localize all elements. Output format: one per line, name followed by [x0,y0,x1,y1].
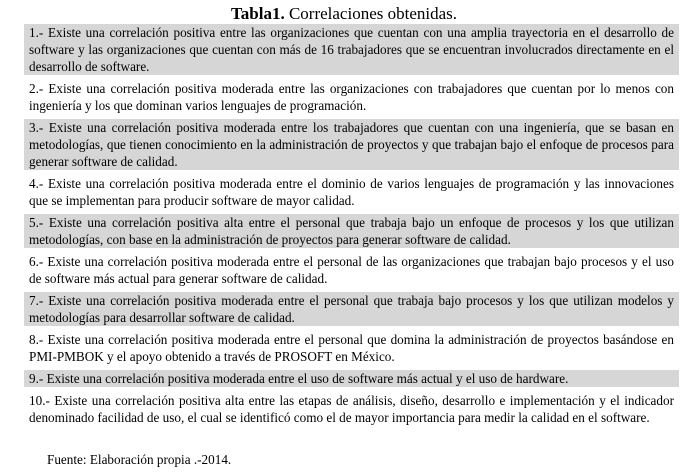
table-title-label: Tabla1. [230,4,285,23]
correlation-row-4: 4.- Existe una correlación positiva moderada entre el dominio de varios lenguajes de programación y las innovaciones que se implementan para producir software de mayor calidad. [24,175,679,209]
correlation-row-2: 2.- Existe una correlación positiva moderada entre las organizaciones con trabajadores que cuentan por lo menos con ingeniería y los que dominan varios lenguajes de programación. [24,80,679,114]
correlation-row-6: 6.- Existe una correlación positiva moderada entre el personal de las organizaciones que trabajan bajo procesos y el uso de software más actual para generar software de calidad. [24,253,679,287]
table-title [0,4,688,24]
correlation-row-10: 10.- Existe una correlación positiva alta entre las etapas de análisis, diseño, desarrollo e implementación y el indicador denominado facilidad de uso, el cual se identificó como el de mayor importancia para medir la calidad en el software. [24,392,679,426]
correlation-row-3: 3.- Existe una correlación positiva moderada entre los trabajadores que cuentan con una ingeniería, que se basan en metodologías, que tienen conocimiento en la administración de proyectos y que trabajan bajo el enfoque de procesos para generar software de calidad. [24,119,679,170]
correlation-row-5: 5.- Existe una correlación positiva alta entre el personal que trabaja bajo un enfoque de procesos y los que utilizan metodologías, con base en la administración de proyectos para generar software de calidad. [24,214,679,248]
correlation-row-9: 9.- Existe una correlación positiva moderada entre el uso de software más actual y el uso de hardware. [24,370,679,387]
table-title-text: Correlaciones obtenidas. [284,4,458,23]
correlations-list [24,24,679,431]
correlation-row-1: 1.- Existe una correlación positiva entre las organizaciones que cuentan con una amplia trayectoria en el desarrollo de software y las organizaciones que cuentan con más de 16 trabajadores que se encuentran involucrados directamente en el desarrollo de software. [24,24,679,75]
correlation-row-8: 8.- Existe una correlación positiva moderada entre el personal que domina la administración de proyectos basándose en PMI-PMBOK y el apoyo obtenido a través de PROSOFT en México. [24,331,679,365]
correlation-row-7: 7.- Existe una correlación positiva moderada entre el personal que trabaja bajo procesos y los que utilizan modelos y metodologías para desarrollar software de calidad. [24,292,679,326]
table-source-note: Fuente: Elaboración propia .-2014. [47,452,232,467]
